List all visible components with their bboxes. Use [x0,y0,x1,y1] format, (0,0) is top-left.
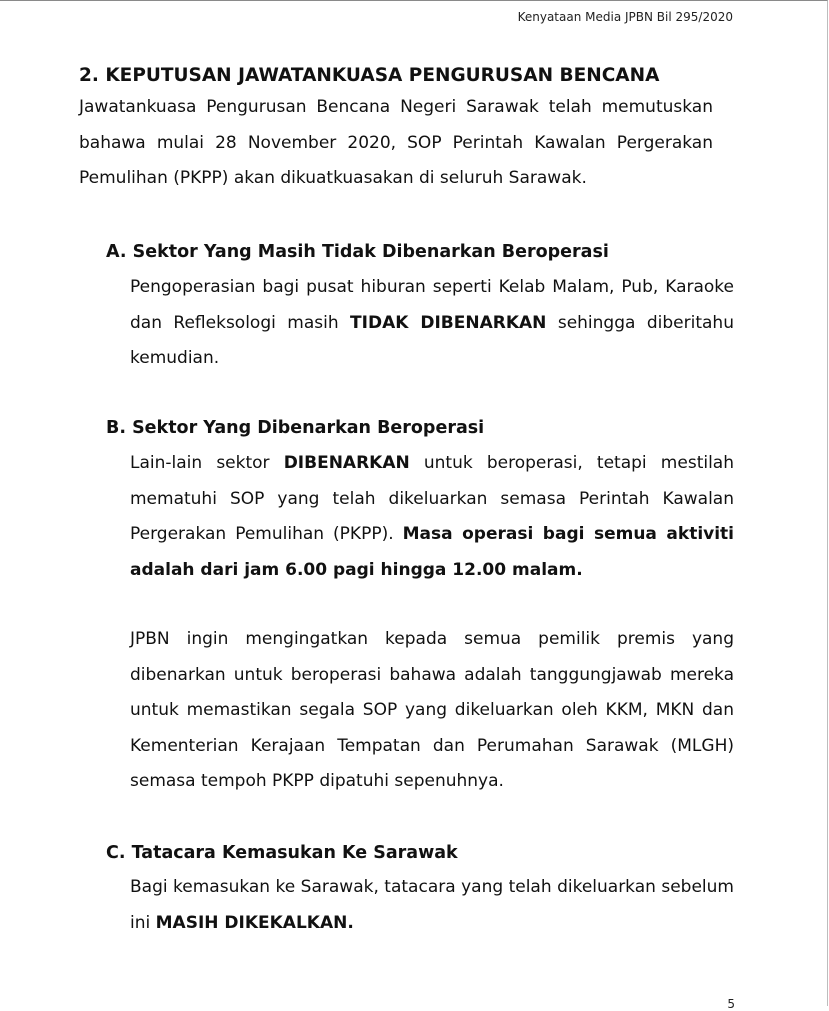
subsection-b-paragraph-2: JPBN ingin mengingatkan kepada semua pemilik premis yang dibenarkan untuk beroperasi bahawa adalah tanggungjawab mereka untuk memastikan segala SOP yang dikeluarkan oleh KKM, MKN dan Kementerian Kerajaan Tempatan dan Perumahan Sarawak (MLGH) semasa tempoh PKPP dipatuhi sepenuhnya. [130,629,734,791]
subsection-b-text-start: Lain-lain sektor [130,453,284,473]
subsection-b-title: B. Sektor Yang Dibenarkan Beroperasi [106,418,485,438]
subsection-a-text: Pengoperasian bagi pusat hiburan seperti Kelab Malam, Pub, Karaoke dan Refleksologi masih [130,277,734,333]
subsection-a-title: A. Sektor Yang Masih Tidak Dibenarkan Beroperasi [106,242,609,262]
subsection-c-paragraph [130,870,734,941]
subsection-b-paragraph-1 [130,446,734,588]
subsection-a-paragraph [130,270,734,377]
section-intro-paragraph: Jawatankuasa Pengurusan Bencana Negeri Sarawak telah memutuskan bahawa mulai 28 November 2020, SOP Perintah Kawalan Pergerakan Pemulihan (PKPP) akan dikuatkuasakan di seluruh Sarawak. [79,97,713,188]
subsection-b-emphasis-1: DIBENARKAN [283,453,410,473]
subsection-a-text-end: sehingga diberitahu kemudian. [130,312,734,368]
section-title: 2. KEPUTUSAN JAWATANKUASA PENGURUSAN BENCANA [79,65,660,86]
subsection-c-emphasis: MASIH DIKEKALKAN. [155,912,354,933]
subsection-b-emphasis-2: Masa operasi bagi semua aktiviti adalah dari jam 6.00 pagi hingga 12.00 malam. [130,524,735,580]
document-reference: Kenyataan Media JPBN Bil 295/2020 [517,10,733,24]
page-number: 5 [727,997,735,1011]
subsection-c-text: Bagi kemasukan ke Sarawak, tatacara yang telah dikeluarkan sebelum ini [130,877,734,933]
subsection-c-title: C. Tatacara Kemasukan Ke Sarawak [106,843,458,863]
subsection-a-emphasis: TIDAK DIBENARKAN [350,312,547,333]
subsection-b-text-middle: untuk beroperasi, tetapi mestilah mematuhi SOP yang telah dikeluarkan semasa Perintah Kawalan Pergerakan Pemulihan (PKPP). [130,453,734,544]
